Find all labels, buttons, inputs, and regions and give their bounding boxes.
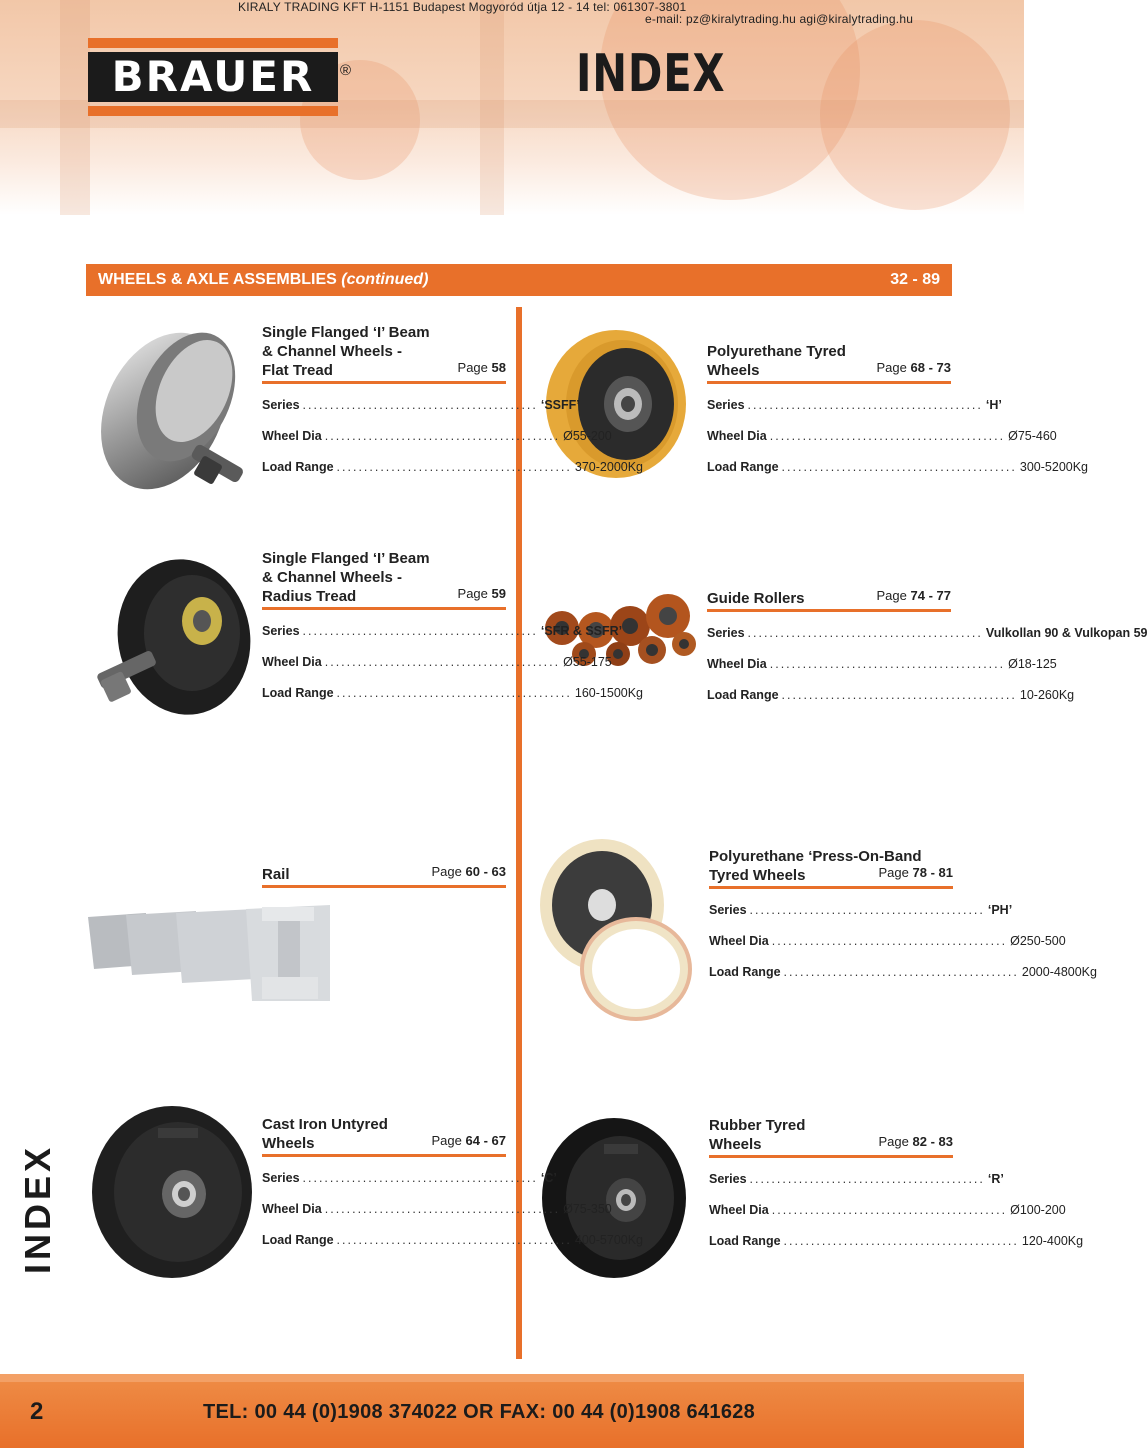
product-name-last: Tyred Wheels Page 78 - 81 [709,866,953,889]
product-name-last: Wheels Page 68 - 73 [707,361,951,384]
product-rail [262,865,506,888]
footer-accent-line [0,1374,1024,1382]
product-name: & Channel Wheels - [262,569,403,586]
product-name-last: Wheels Page 64 - 67 [262,1134,506,1157]
page-reference: Page 59 [457,586,506,601]
product-polyurethane-tyred [707,342,1089,477]
product-flat-tread [262,323,644,477]
wheel-dia-row: Wheel Dia ........................................... Ø18-125 [707,657,1057,671]
load-range-row: Load Range ........................................... 2000-4800Kg [709,965,1097,979]
product-name: Polyurethane Tyred [707,343,846,360]
load-range-row: Load Range ........................................... 400-5700Kg [262,1233,644,1247]
rail-image [86,905,332,1003]
side-index-label: INDEX [17,1143,58,1275]
product-name-last: Guide Rollers Page 74 - 77 [707,589,951,612]
product-name-last: Flat Tread Page 58 [262,361,506,384]
wheel-dia-row: Wheel Dia ........................................... Ø250-500 [709,934,1066,948]
wheel-dia-row: Wheel Dia ........................................... Ø55-175 [262,655,612,669]
section-page-range: 32 - 89 [890,271,940,288]
radius-tread-wheel-image [92,555,252,733]
page-reference: Page 82 - 83 [878,1134,953,1149]
product-name: Single Flanged ‘I’ Beam [262,550,430,567]
product-name: Polyurethane ‘Press-On-Band [709,848,922,865]
series-row: Series ........................................... ‘C’ [262,1171,557,1185]
page-number: 2 [30,1398,44,1425]
press-on-band-wheel-image [536,833,694,1023]
product-guide-rollers [707,588,1148,705]
load-range-row: Load Range ........................................... 160-1500Kg [262,686,644,700]
footer-contact: TEL: 00 44 (0)1908 374022 OR FAX: 00 44 (0)1908 641628 [203,1401,756,1423]
page-reference: Page 78 - 81 [878,865,953,880]
wheel-dia-row: Wheel Dia ........................................... Ø55-200 [262,429,612,443]
product-press-on-band [709,847,1097,982]
product-name: Rubber Tyred [709,1117,806,1134]
product-radius-tread [262,549,644,703]
wheel-dia-row: Wheel Dia ........................................... Ø75-460 [707,429,1057,443]
wheel-dia-row: Wheel Dia ........................................... Ø100-200 [709,1203,1066,1217]
product-rubber-tyred [709,1116,1084,1251]
section-header [86,264,952,296]
product-cast-iron [262,1115,644,1250]
page-reference: Page 60 - 63 [431,864,506,879]
product-name-last: Radius Tread Page 59 [262,587,506,610]
page-reference: Page 64 - 67 [431,1133,506,1148]
product-name: & Channel Wheels - [262,343,403,360]
series-row: Series ........................................... ‘H’ [707,398,1002,412]
load-range-row: Load Range ........................................... 300-5200Kg [707,460,1089,474]
product-name-last: Rail Page 60 - 63 [262,865,506,888]
rubber-tyred-wheel-image [540,1116,690,1282]
series-row: Series ........................................... ‘PH’ [709,903,1013,917]
product-name: Cast Iron Untyred [262,1116,388,1133]
contact-address-line: KIRALY TRADING KFT H-1151 Budapest Mogyoród útja 12 - 14 tel: 061307-3801 [238,0,687,14]
cast-iron-wheel-image [88,1104,254,1280]
series-row: Series ........................................... ‘SSFF’ [262,398,580,412]
series-row: Series ........................................... Vulkollan 90 & Vulkopan 59 [707,626,1148,640]
load-range-row: Load Range ........................................... 370-2000Kg [262,460,644,474]
section-title: WHEELS & AXLE ASSEMBLIES (continued) [98,271,429,288]
wheel-dia-row: Wheel Dia ........................................... Ø75-350 [262,1202,612,1216]
footer-bar [0,1382,1024,1448]
flat-tread-wheel-image [86,325,256,503]
load-range-row: Load Range ........................................... 120-400Kg [709,1234,1084,1248]
brauer-logo: BRAUER ® [88,38,340,118]
page-reference: Page 68 - 73 [876,360,951,375]
series-row: Series ........................................... ‘R’ [709,1172,1004,1186]
product-name: Single Flanged ‘I’ Beam [262,324,430,341]
series-row: Series ........................................... ‘SFR & SSFR’ [262,624,623,638]
load-range-row: Load Range ........................................... 10-260Kg [707,688,1075,702]
page-reference: Page 58 [457,360,506,375]
product-name-last: Wheels Page 82 - 83 [709,1135,953,1158]
contact-email-line: e-mail: pz@kiralytrading.hu agi@kiralytrading.hu [645,12,914,26]
page-title: INDEX [576,44,726,104]
page-reference: Page 74 - 77 [876,588,951,603]
